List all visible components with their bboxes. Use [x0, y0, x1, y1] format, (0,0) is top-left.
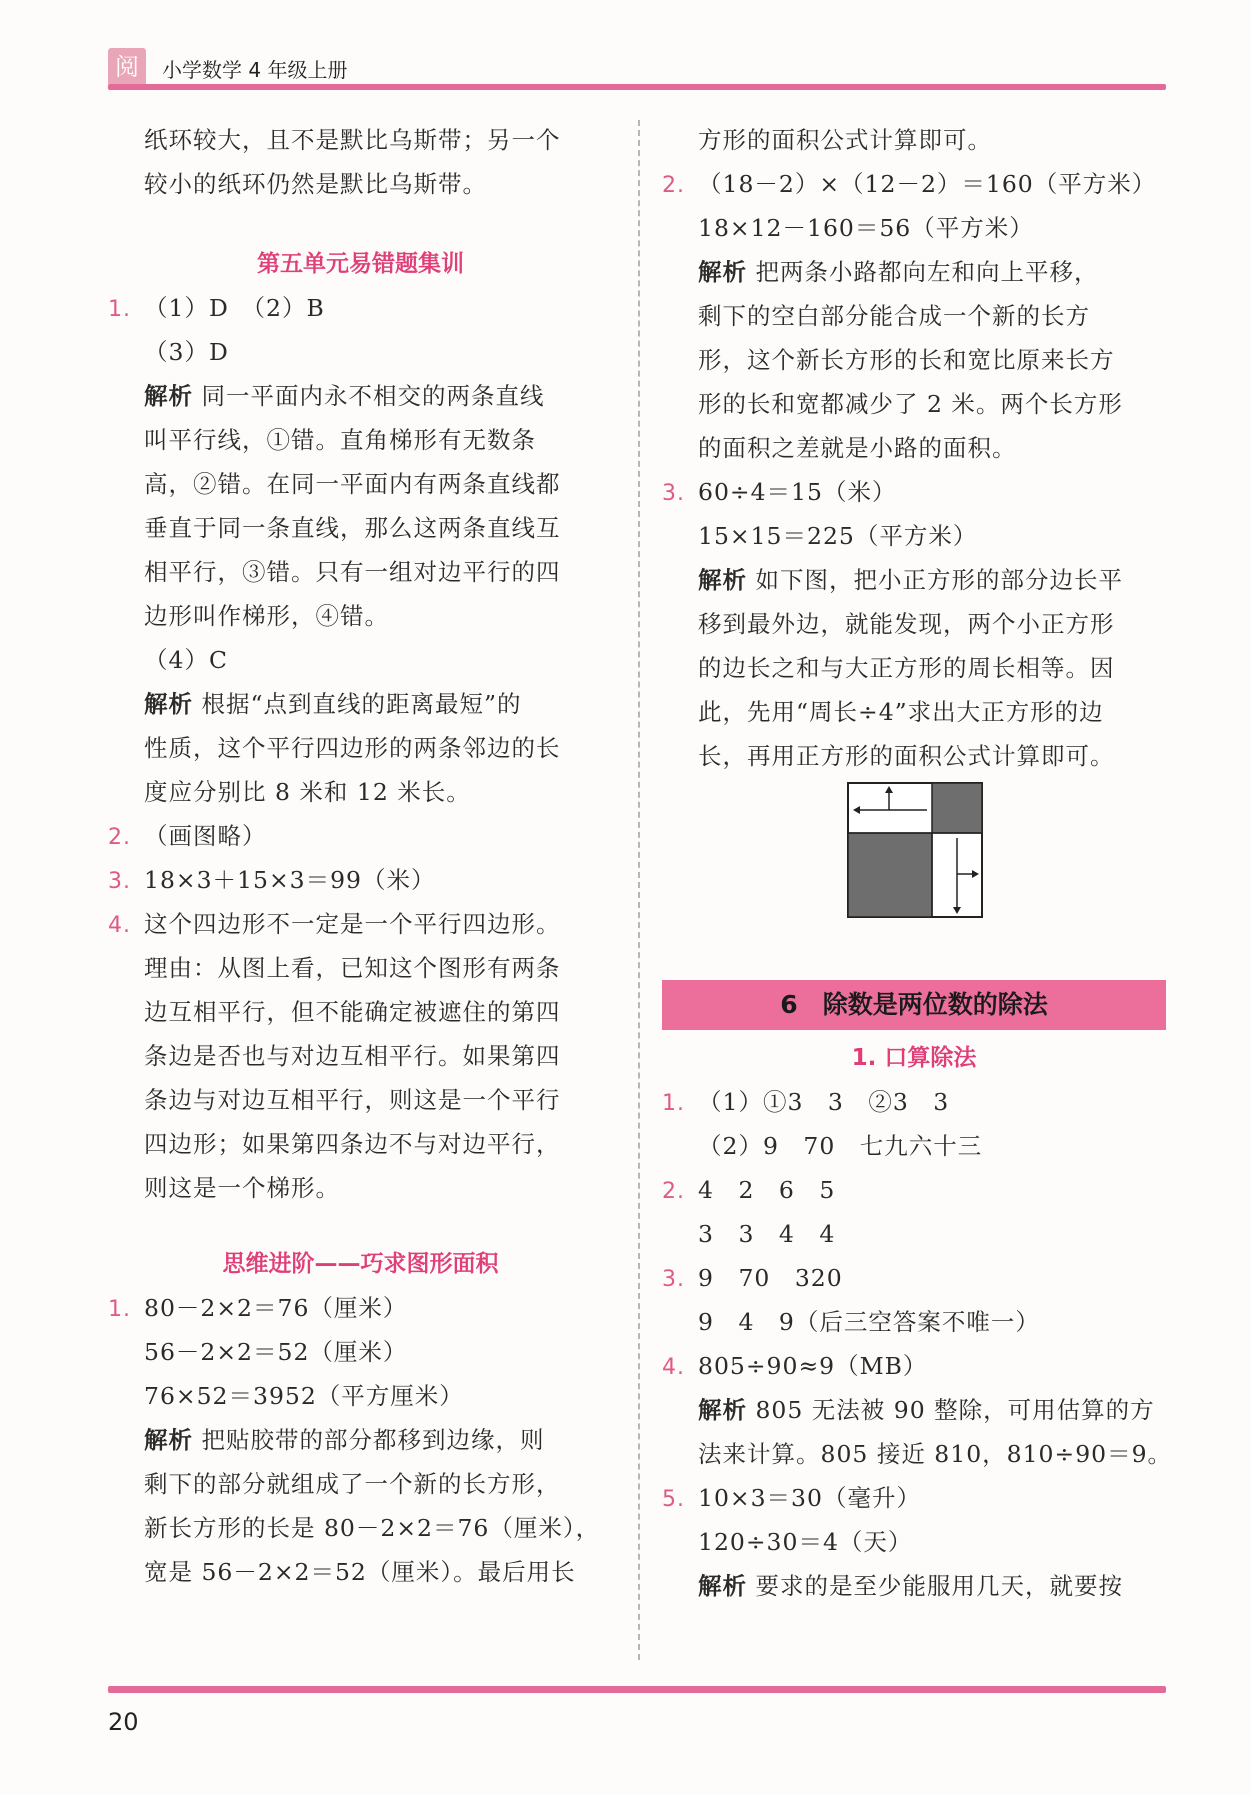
- explanation-line: 相平行，③错。只有一组对边平行的四: [144, 558, 561, 586]
- analysis-tag: 解析: [698, 258, 747, 286]
- question-number: 4.: [662, 1355, 685, 1380]
- book-title: 小学数学 4 年级上册: [162, 58, 348, 82]
- answer-line: 15×15＝225（平方米）: [698, 522, 978, 550]
- question-number: 5.: [662, 1487, 685, 1512]
- explanation-line: 解析 把两条小路都向左和向上平移，: [698, 258, 1099, 286]
- small-square: [932, 783, 982, 833]
- explanation-line: 宽是 56－2×2＝52（厘米）。最后用长: [144, 1558, 576, 1586]
- unit-title: 6 除数是两位数的除法: [662, 980, 1166, 1030]
- explanation-line: 解析 把贴胶带的部分都移到边缘，则: [144, 1426, 545, 1454]
- explanation-line: 法来计算。805 接近 810，810÷90＝9。: [698, 1440, 1173, 1468]
- answer-line: 则这是一个梯形。: [144, 1174, 340, 1202]
- answer-line: 76×52＝3952（平方厘米）: [144, 1382, 464, 1410]
- analysis-tag: 解析: [698, 566, 747, 594]
- footer-rule: [108, 1686, 1166, 1693]
- question-number: 3.: [108, 869, 131, 894]
- question-number: 2.: [662, 1179, 685, 1204]
- explanation-line: 解析 同一平面内永不相交的两条直线: [144, 382, 545, 410]
- explanation-line: 移到最外边，就能发现，两个小正方形: [698, 610, 1115, 638]
- answer-line: 56－2×2＝52（厘米）: [144, 1338, 408, 1366]
- answer-line: 1. 80－2×2＝76（厘米）: [108, 1286, 613, 1330]
- publisher-logo: 阅: [108, 48, 146, 86]
- explanation-line: 垂直于同一条直线，那么这两条直线互: [144, 514, 561, 542]
- text-line: 较小的纸环仍然是默比乌斯带。: [144, 170, 487, 198]
- answer-line: 3. 9 70 320: [662, 1256, 1166, 1300]
- question-number: 3.: [662, 481, 685, 506]
- answer-line: 2. 4 2 6 5: [662, 1168, 1166, 1212]
- analysis-tag: 解析: [698, 1572, 747, 1600]
- lesson-title: 1. 口算除法: [851, 1045, 977, 1071]
- explanation-line: 解析 要求的是至少能服用几天，就要按: [698, 1572, 1123, 1600]
- answer-line: 2. （18－2）×（12－2）＝160（平方米）: [662, 162, 1166, 206]
- answer-line: 3 3 4 4: [698, 1220, 836, 1248]
- square-diagram: [662, 782, 1166, 946]
- analysis-tag: 解析: [144, 382, 193, 410]
- answer-line: 9 4 9（后三空答案不唯一）: [698, 1308, 1040, 1336]
- explanation-line: 的面积之差就是小路的面积。: [698, 434, 1017, 462]
- left-column: [108, 118, 613, 1594]
- explanation-line: 剩下的部分就组成了一个新的长方形，: [144, 1470, 561, 1498]
- large-square: [848, 833, 932, 917]
- explanation-line: 方形的面积公式计算即可。: [698, 126, 992, 154]
- answer-line: 18×12－160＝56（平方米）: [698, 214, 1034, 242]
- answer-line: 2. （画图略）: [108, 814, 613, 858]
- explanation-line: 此，先用“周长÷4”求出大正方形的边: [698, 698, 1104, 726]
- question-number: 1.: [108, 297, 131, 322]
- explanation-line: 解析 根据“点到直线的距离最短”的: [144, 690, 522, 718]
- explanation-line: 剩下的空白部分能合成一个新的长方: [698, 302, 1090, 330]
- question-number: 1.: [108, 1297, 131, 1322]
- explanation-line: 形的长和宽都减少了 2 米。两个长方形: [698, 390, 1123, 418]
- explanation-line: 叫平行线，①错。直角梯形有无数条: [144, 426, 536, 454]
- answer-line: 3. 60÷4＝15（米）: [662, 470, 1166, 514]
- section-title: 第五单元易错题集训: [257, 251, 464, 277]
- explanation-line: 边形叫作梯形，④错。: [144, 602, 389, 630]
- answer-line: 1. （1）①3 3 ②3 3: [662, 1080, 1166, 1124]
- explanation-line: 解析 805 无法被 90 整除，可用估算的方: [698, 1396, 1155, 1424]
- question-number: 1.: [662, 1091, 685, 1116]
- column-divider: [638, 120, 640, 1660]
- answer-line: （2）9 70 七九六十三: [698, 1132, 983, 1160]
- answer-line: 条边与对边互相平行，则这是一个平行: [144, 1086, 561, 1114]
- explanation-line: 形，这个新长方形的长和宽比原来长方: [698, 346, 1115, 374]
- right-column: [662, 118, 1173, 1608]
- answer-line: 1. （1）D （2）B: [108, 286, 613, 330]
- analysis-tag: 解析: [144, 690, 193, 718]
- question-number: 2.: [662, 173, 685, 198]
- answer-line: 3. 18×3＋15×3＝99（米）: [108, 858, 613, 902]
- answer-line: （3）D: [144, 338, 229, 366]
- answer-line: 5. 10×3＝30（毫升）: [662, 1476, 1166, 1520]
- explanation-line: 的边长之和与大正方形的周长相等。因: [698, 654, 1115, 682]
- explanation-line: 解析 如下图，把小正方形的部分边长平: [698, 566, 1123, 594]
- question-number: 4.: [108, 913, 131, 938]
- header-rule: [108, 84, 1166, 90]
- answer-line: 120÷30＝4（天）: [698, 1528, 913, 1556]
- analysis-tag: 解析: [144, 1426, 193, 1454]
- question-number: 2.: [108, 825, 131, 850]
- explanation-line: 新长方形的长是 80－2×2＝76（厘米），: [144, 1514, 601, 1542]
- answer-line: 理由：从图上看，已知这个图形有两条: [144, 954, 561, 982]
- explanation-line: 度应分别比 8 米和 12 米长。: [144, 778, 471, 806]
- answer-line: （4）C: [144, 646, 228, 674]
- answer-line: 条边是否也与对边互相平行。如果第四: [144, 1042, 561, 1070]
- explanation-line: 长，再用正方形的面积公式计算即可。: [698, 742, 1115, 770]
- question-number: 3.: [662, 1267, 685, 1292]
- square-translation-diagram: [847, 782, 987, 922]
- answer-line: 4. 这个四边形不一定是一个平行四边形。: [108, 902, 613, 946]
- analysis-tag: 解析: [698, 1396, 747, 1424]
- text-line: 纸环较大，且不是默比乌斯带；另一个: [144, 126, 561, 154]
- page-number: 20: [108, 1708, 139, 1736]
- answer-line: 边互相平行，但不能确定被遮住的第四: [144, 998, 561, 1026]
- section-title: 思维进阶——巧求图形面积: [222, 1251, 499, 1277]
- answer-line: 4. 805÷90≈9（MB）: [662, 1344, 1166, 1388]
- answer-line: 四边形；如果第四条边不与对边平行，: [144, 1130, 561, 1158]
- explanation-line: 性质，这个平行四边形的两条邻边的长: [144, 734, 561, 762]
- explanation-line: 高，②错。在同一平面内有两条直线都: [144, 470, 561, 498]
